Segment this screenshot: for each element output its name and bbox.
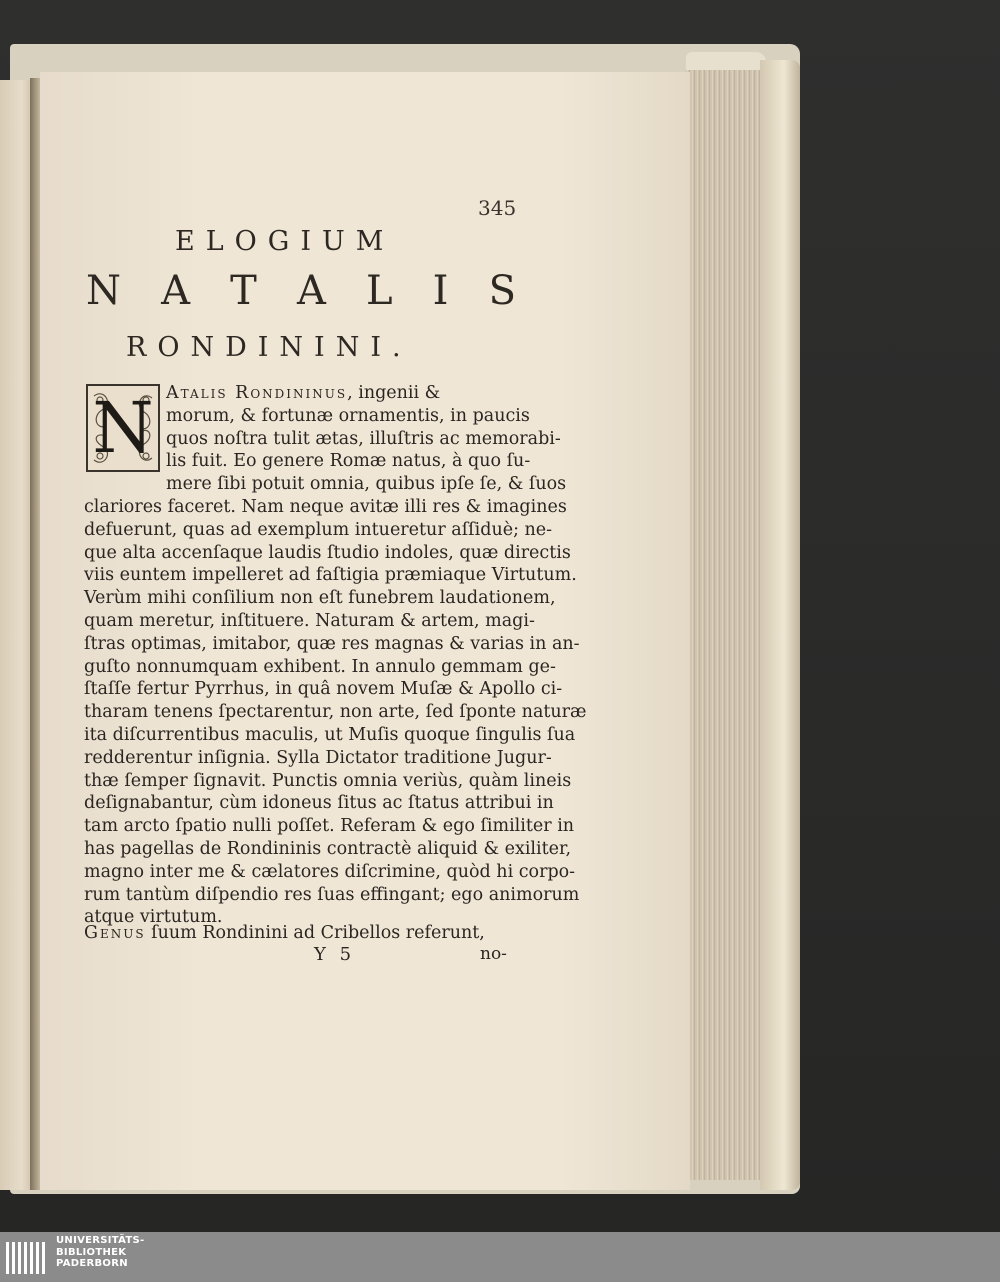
line-text: viis euntem impelleret ad faſtigia præmiaque Virtutum. bbox=[84, 565, 577, 586]
text-line bbox=[84, 861, 576, 883]
title-letter: A bbox=[296, 268, 326, 314]
line-text: thæ ſemper ſignavit. Punctis omnia veriùs, quàm lineis bbox=[84, 770, 572, 791]
text-line bbox=[84, 656, 556, 678]
text-line bbox=[84, 838, 572, 860]
text-line bbox=[84, 884, 580, 906]
line-text: tam arcto ſpatio nulli poſſet. Referam & ego ſimiliter in bbox=[84, 816, 575, 837]
small-caps-word: Genus bbox=[84, 923, 146, 943]
line-text: quam meretur, inſtituere. Naturam & artem, magi- bbox=[84, 611, 535, 631]
title-letter: L bbox=[365, 268, 393, 314]
line-text: , ingenii & bbox=[347, 383, 441, 403]
page-stack-top bbox=[686, 52, 766, 72]
cover-fore-edge bbox=[760, 60, 800, 1190]
line-text: redderentur inſignia. Sylla Dictator traditione Jugur- bbox=[84, 747, 552, 768]
line-text: ſuum Rondinini ad Cribellos referunt, bbox=[145, 923, 485, 943]
library-footer-bar bbox=[0, 1232, 1000, 1282]
text-line bbox=[166, 450, 531, 472]
text-line bbox=[84, 610, 535, 632]
title-letter: A bbox=[161, 268, 191, 314]
decorated-initial bbox=[86, 384, 160, 472]
title-line-3: RONDININI. bbox=[126, 332, 412, 363]
title-line-1: ELOGIUM bbox=[175, 226, 395, 257]
text-line bbox=[84, 564, 577, 586]
library-name bbox=[56, 1235, 145, 1270]
line-text: has pagellas de Rondininis contractè aliquid & exiliter, bbox=[84, 839, 572, 859]
text-line bbox=[166, 382, 512, 404]
line-text: que alta accenſaque laudis ſtudio indoles, quæ directis bbox=[84, 542, 571, 563]
text-line bbox=[84, 815, 575, 837]
line-text: lis fuit. Eo genere Romæ natus, à quo ſu- bbox=[166, 451, 531, 472]
library-logo-icon bbox=[4, 1236, 48, 1280]
title-line-2 bbox=[86, 268, 516, 314]
line-text: atque virtutum. bbox=[84, 907, 223, 928]
title-letter: N bbox=[86, 268, 121, 314]
text-line bbox=[84, 496, 567, 518]
line-text: ita diſcurrentibus maculis, ut Muſis quoque ſingulis ſua bbox=[84, 725, 576, 745]
line-text: magno inter me & cælatores diſcrimine, quòd hi corpo- bbox=[84, 861, 576, 882]
line-text: rum tantùm diſpendio res ſuas effingant; ego animorum bbox=[84, 884, 580, 905]
text-line bbox=[84, 701, 587, 723]
page-stack-edges bbox=[686, 70, 764, 1180]
library-name-line: UNIVERSITÄTS- bbox=[56, 1235, 145, 1246]
text-line bbox=[84, 724, 576, 746]
initial-letter: N bbox=[92, 387, 154, 469]
text-line bbox=[84, 792, 554, 814]
line-text: defuerunt, quas ad exemplum intueretur aſſiduè; ne- bbox=[84, 519, 553, 540]
small-caps-word: Atalis Rondininus bbox=[166, 383, 348, 403]
library-name-line: PADERBORN bbox=[56, 1258, 128, 1269]
catchword: no- bbox=[480, 944, 507, 964]
text-line bbox=[166, 473, 567, 495]
title-letter: S bbox=[488, 268, 516, 314]
line-text: Verùm mihi conſilium non eſt funebrem laudationem, bbox=[84, 588, 556, 609]
line-text: clariores faceret. Nam neque avitæ illi res & imagines bbox=[84, 497, 567, 517]
line-text: quos noſtra tulit ætas, illuſtris ac memorabi- bbox=[166, 428, 561, 449]
signature-mark: Y 5 bbox=[314, 944, 356, 965]
line-text: mere ſibi potuit omnia, quibus ipſe ſe, & ſuos bbox=[166, 474, 567, 495]
text-line bbox=[84, 747, 552, 769]
line-text: guſto nonnumquam exhibent. In annulo gemmam ge- bbox=[84, 656, 556, 677]
text-line bbox=[84, 678, 563, 700]
page-number: 345 bbox=[478, 196, 517, 220]
text-line bbox=[84, 633, 580, 655]
text-line bbox=[84, 542, 571, 564]
title-letter: I bbox=[432, 268, 449, 314]
line-text: tharam tenens ſpectarentur, non arte, ſed ſponte naturæ bbox=[84, 702, 587, 723]
text-line bbox=[84, 587, 556, 609]
line-text: deſignabantur, cùm idoneus ſitus ac ſtatus attribui in bbox=[84, 793, 554, 814]
line-text: morum, & fortunæ ornamentis, in paucis bbox=[166, 405, 530, 426]
text-line bbox=[166, 428, 561, 450]
library-name-line: BIBLIOTHEK bbox=[56, 1246, 127, 1258]
line-text: ſtras optimas, imitabor, quæ res magnas & varias in an- bbox=[84, 633, 580, 654]
text-line bbox=[84, 519, 553, 541]
title-letter: T bbox=[230, 268, 257, 314]
paragraph-2-first-line bbox=[84, 922, 512, 944]
text-line bbox=[84, 770, 572, 792]
text-line bbox=[166, 405, 530, 427]
line-text: ſtaſſe fertur Pyrrhus, in quâ novem Muſæ & Apollo ci- bbox=[84, 679, 563, 700]
